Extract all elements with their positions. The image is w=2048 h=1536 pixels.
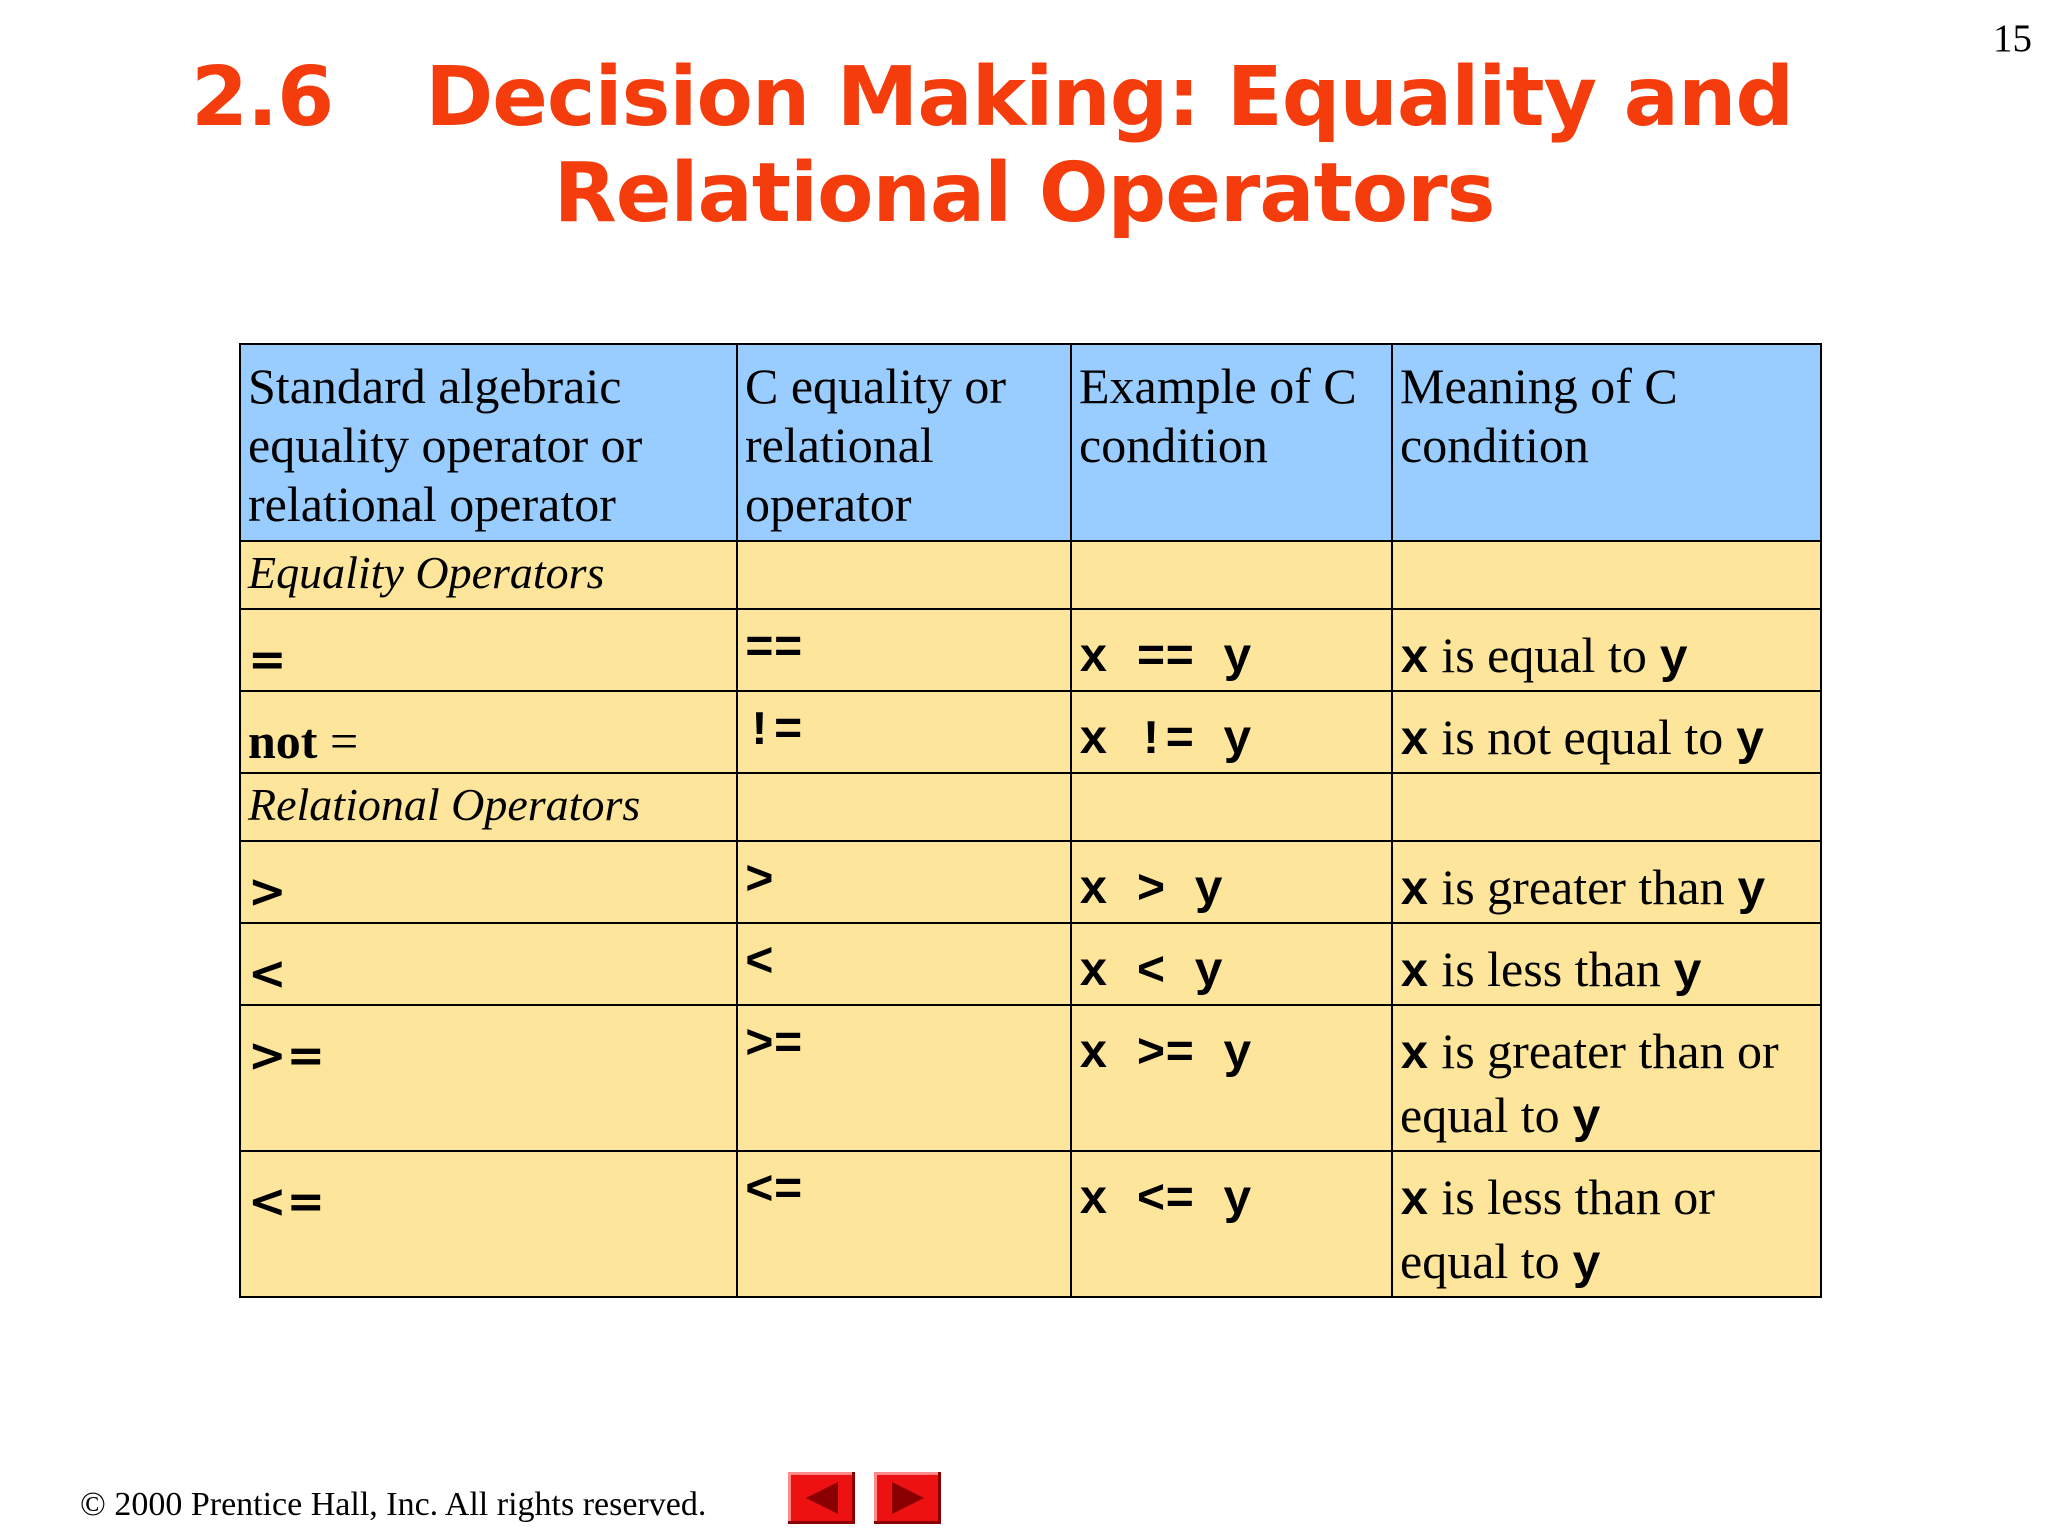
algebraic-cell bbox=[240, 691, 737, 773]
section-number: 2.6 bbox=[190, 50, 334, 145]
table-row bbox=[240, 691, 1821, 773]
algebraic-operator: > bbox=[248, 864, 287, 918]
example-cell bbox=[1071, 1005, 1392, 1151]
algebraic-operator: < bbox=[248, 946, 287, 1000]
meaning-cell bbox=[1392, 609, 1821, 691]
c-operator-cell bbox=[737, 1005, 1071, 1151]
c-operator: == bbox=[745, 623, 803, 677]
table-header-row bbox=[240, 344, 1821, 541]
empty-cell bbox=[1071, 541, 1392, 609]
header-example: Example of C condition bbox=[1071, 344, 1392, 541]
empty-cell bbox=[737, 541, 1071, 609]
algebraic-not: not bbox=[248, 713, 318, 769]
meaning-text bbox=[1400, 848, 1813, 922]
c-operator-cell bbox=[737, 609, 1071, 691]
meaning-phrase: is less than or equal to bbox=[1400, 1169, 1715, 1289]
header-algebraic: Standard algebraic equality operator or relational operator bbox=[240, 344, 737, 541]
c-operator: < bbox=[745, 937, 774, 991]
table-row bbox=[240, 1151, 1821, 1297]
meaning-cell bbox=[1392, 841, 1821, 923]
slide-title bbox=[0, 50, 2048, 242]
title-line-1: Decision Making: Equality and bbox=[425, 50, 1794, 145]
example-condition: x == y bbox=[1079, 632, 1252, 686]
meaning-text bbox=[1400, 1158, 1813, 1296]
meaning-x: x bbox=[1400, 1029, 1429, 1083]
c-operator-cell bbox=[737, 691, 1071, 773]
meaning-cell bbox=[1392, 1005, 1821, 1151]
meaning-y: y bbox=[1572, 1239, 1601, 1293]
table-row bbox=[240, 1005, 1821, 1151]
algebraic-operator: = bbox=[248, 632, 287, 686]
meaning-x: x bbox=[1400, 865, 1429, 919]
c-operator: <= bbox=[745, 1165, 803, 1219]
example-condition: x <= y bbox=[1079, 1174, 1252, 1228]
algebraic-cell bbox=[240, 923, 737, 1005]
meaning-phrase: is greater than bbox=[1428, 859, 1738, 915]
meaning-x: x bbox=[1400, 633, 1429, 687]
meaning-y: y bbox=[1737, 865, 1766, 919]
meaning-phrase: is equal to bbox=[1428, 627, 1660, 683]
meaning-x: x bbox=[1400, 715, 1429, 769]
meaning-y: y bbox=[1572, 1093, 1601, 1147]
example-cell bbox=[1071, 1151, 1392, 1297]
algebraic-operator bbox=[248, 698, 729, 771]
empty-cell bbox=[737, 773, 1071, 841]
algebraic-operator: >= bbox=[248, 1028, 326, 1082]
header-meaning: Meaning of C condition bbox=[1392, 344, 1821, 541]
page-number: 15 bbox=[1993, 17, 2032, 60]
section-row-relational bbox=[240, 773, 1821, 841]
meaning-phrase: is not equal to bbox=[1428, 709, 1736, 765]
algebraic-cell bbox=[240, 609, 737, 691]
section-label-equality bbox=[240, 541, 737, 609]
meaning-x: x bbox=[1400, 1175, 1429, 1229]
meaning-cell bbox=[1392, 923, 1821, 1005]
table-row bbox=[240, 923, 1821, 1005]
meaning-x: x bbox=[1400, 947, 1429, 1001]
section-row-equality bbox=[240, 541, 1821, 609]
example-cell bbox=[1071, 841, 1392, 923]
c-operator: > bbox=[745, 855, 774, 909]
example-cell bbox=[1071, 691, 1392, 773]
example-cell bbox=[1071, 923, 1392, 1005]
example-condition: x < y bbox=[1079, 946, 1224, 1000]
meaning-text bbox=[1400, 1012, 1813, 1150]
meaning-text bbox=[1400, 616, 1813, 690]
meaning-phrase: is less than bbox=[1428, 941, 1674, 997]
algebraic-operator: <= bbox=[248, 1174, 326, 1228]
algebraic-cell bbox=[240, 1005, 737, 1151]
section-label: Relational Operators bbox=[248, 779, 641, 830]
operators-table bbox=[239, 343, 1822, 1298]
table-row bbox=[240, 841, 1821, 923]
empty-cell bbox=[1392, 773, 1821, 841]
section-label-relational bbox=[240, 773, 737, 841]
meaning-cell bbox=[1392, 691, 1821, 773]
meaning-phrase: is greater than or equal to bbox=[1400, 1023, 1779, 1143]
left-triangle-icon bbox=[788, 1472, 855, 1524]
meaning-y: y bbox=[1659, 633, 1689, 687]
meaning-y: y bbox=[1735, 715, 1765, 769]
header-c-operator: C equality or relational operator bbox=[737, 344, 1071, 541]
meaning-y: y bbox=[1673, 947, 1703, 1001]
copyright-footer: © 2000 Prentice Hall, Inc. All rights reserved. bbox=[80, 1486, 707, 1523]
meaning-cell bbox=[1392, 1151, 1821, 1297]
section-label: Equality Operators bbox=[248, 547, 605, 598]
example-condition: x > y bbox=[1079, 864, 1224, 918]
right-triangle-icon bbox=[874, 1472, 941, 1524]
meaning-text bbox=[1400, 930, 1813, 1004]
c-operator-cell bbox=[737, 841, 1071, 923]
algebraic-equals: = bbox=[317, 713, 359, 769]
example-cell bbox=[1071, 609, 1392, 691]
algebraic-cell bbox=[240, 1151, 737, 1297]
empty-cell bbox=[1392, 541, 1821, 609]
example-condition: x != y bbox=[1079, 714, 1252, 768]
title-line-2: Relational Operators bbox=[553, 146, 1495, 241]
table-row bbox=[240, 609, 1821, 691]
meaning-text bbox=[1400, 698, 1813, 772]
c-operator: != bbox=[745, 705, 803, 759]
example-condition: x >= y bbox=[1079, 1028, 1252, 1082]
next-slide-button[interactable] bbox=[874, 1472, 941, 1524]
c-operator-cell bbox=[737, 923, 1071, 1005]
c-operator-cell bbox=[737, 1151, 1071, 1297]
previous-slide-button[interactable] bbox=[788, 1472, 855, 1524]
c-operator: >= bbox=[745, 1019, 803, 1073]
empty-cell bbox=[1071, 773, 1392, 841]
algebraic-cell bbox=[240, 841, 737, 923]
